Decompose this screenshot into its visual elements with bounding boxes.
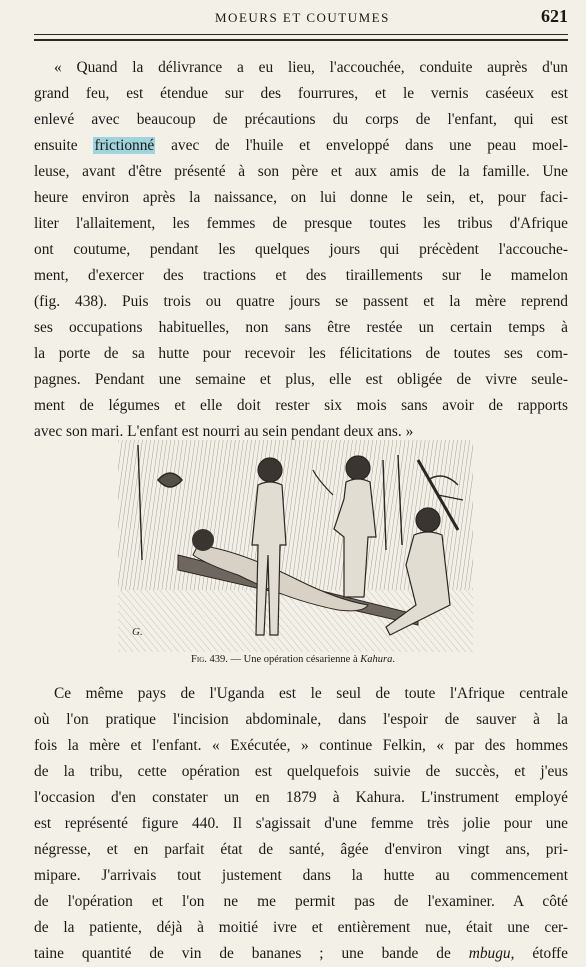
figure-caption (0, 654, 586, 665)
header-rule-thick (34, 39, 568, 41)
paragraph-2 (34, 681, 568, 967)
highlighted-word[interactable]: frictionné (94, 137, 155, 154)
text-line: ment de légumes et elle doit rester six mois sans avoir de rapports (34, 397, 568, 414)
line-start: taine quantité de vin de bananes ; une bande de (34, 945, 469, 962)
text-line: de l'opération et l'on ne me permit pas de l'examiner. A côté (34, 893, 568, 910)
text-line: ment, d'exercer des tractions et des tiraillements sur le mamelon (34, 267, 568, 284)
text-line: négresse, et en parfait état de santé, âgée d'environ vingt ans, pri- (34, 841, 568, 858)
text-line: liter l'allaitement, les femmes de presque toutes les tribus d'Afrique (34, 215, 568, 232)
running-title: MOEURS ET COUTUMES (215, 10, 390, 25)
patient-head (192, 529, 214, 551)
text-line: l'occasion d'en constater un en 1879 à Kahura. L'instrument employé (34, 789, 568, 806)
text-line: heure environ après la naissance, on lui donne le sein, et, pour faci- (34, 189, 568, 206)
text-line: fois la mère et l'enfant. « Exécutée, » continue Felkin, « par des hommes (34, 737, 568, 754)
text-line: ont coutume, pendant les quelques jours qui précèdent l'accouche- (34, 241, 568, 258)
paragraph-1 (34, 55, 568, 445)
text-line: grand feu, est étendue sur des fourrures, et le vernis caséeux est (34, 85, 568, 102)
line-prefix: ensuite (34, 137, 78, 154)
caption-place: Kahura (360, 654, 393, 665)
text-line: enlevé avec beaucoup de précautions du corps de l'enfant, qui est (34, 111, 568, 128)
page-number: 621 (541, 6, 568, 26)
text-line-with-selection (34, 133, 568, 159)
caption-end: . (392, 654, 395, 665)
text-line: avec son mari. L'enfant est nourri au sein pendant deux ans. » (34, 423, 414, 440)
text-line: de la tribu, cette opération est quelquefois suivie de succès, et j'eus (34, 763, 568, 780)
engraver-signature: G. (132, 626, 143, 638)
text-line (34, 941, 568, 967)
line-rest: avec de l'huile et enveloppé dans une peau moel- (171, 137, 568, 154)
text-line: est représenté figure 440. Il s'agissait d'une femme très jolie pour une (34, 815, 568, 832)
header-rule-thin (34, 34, 568, 35)
figure-illustration (118, 440, 473, 652)
text-line: « Quand la délivrance a eu lieu, l'accouchée, conduite auprès d'un (54, 59, 568, 76)
text-line: où l'on pratique l'incision abdominale, dans l'espoir de sauver à la (34, 711, 568, 728)
text-line: leuse, avant d'être présenté à son père et aux amis de la famille. Une (34, 163, 568, 180)
page-header (0, 0, 586, 46)
line-end: , étoffe (510, 945, 568, 962)
engraving-svg (118, 440, 473, 652)
text-line: mipare. J'arrivais tout justement dans la hutte au commencement (34, 867, 568, 884)
caption-text: — Une opération césarienne à (227, 654, 361, 665)
text-line: ses occupations habituelles, non sans être restée un certain temps à (34, 319, 568, 336)
italic-word: mbugu (468, 945, 511, 962)
text-line: (fig. 438). Puis trois ou quatre jours se passent et la mère reprend (34, 293, 568, 310)
caption-number: Fig. 439. (191, 654, 228, 665)
text-line: Ce même pays de l'Uganda est le seul de toute l'Afrique centrale (54, 685, 568, 702)
text-line: la porte de sa hutte pour recevoir les félicitations de toutes ses com- (34, 345, 568, 362)
text-line: pagnes. Pendant une semaine et plus, elle est obligée de vivre seule- (34, 371, 568, 388)
text-line: de la patiente, déjà à moitié ivre et entièrement nue, était une cer- (34, 919, 568, 936)
